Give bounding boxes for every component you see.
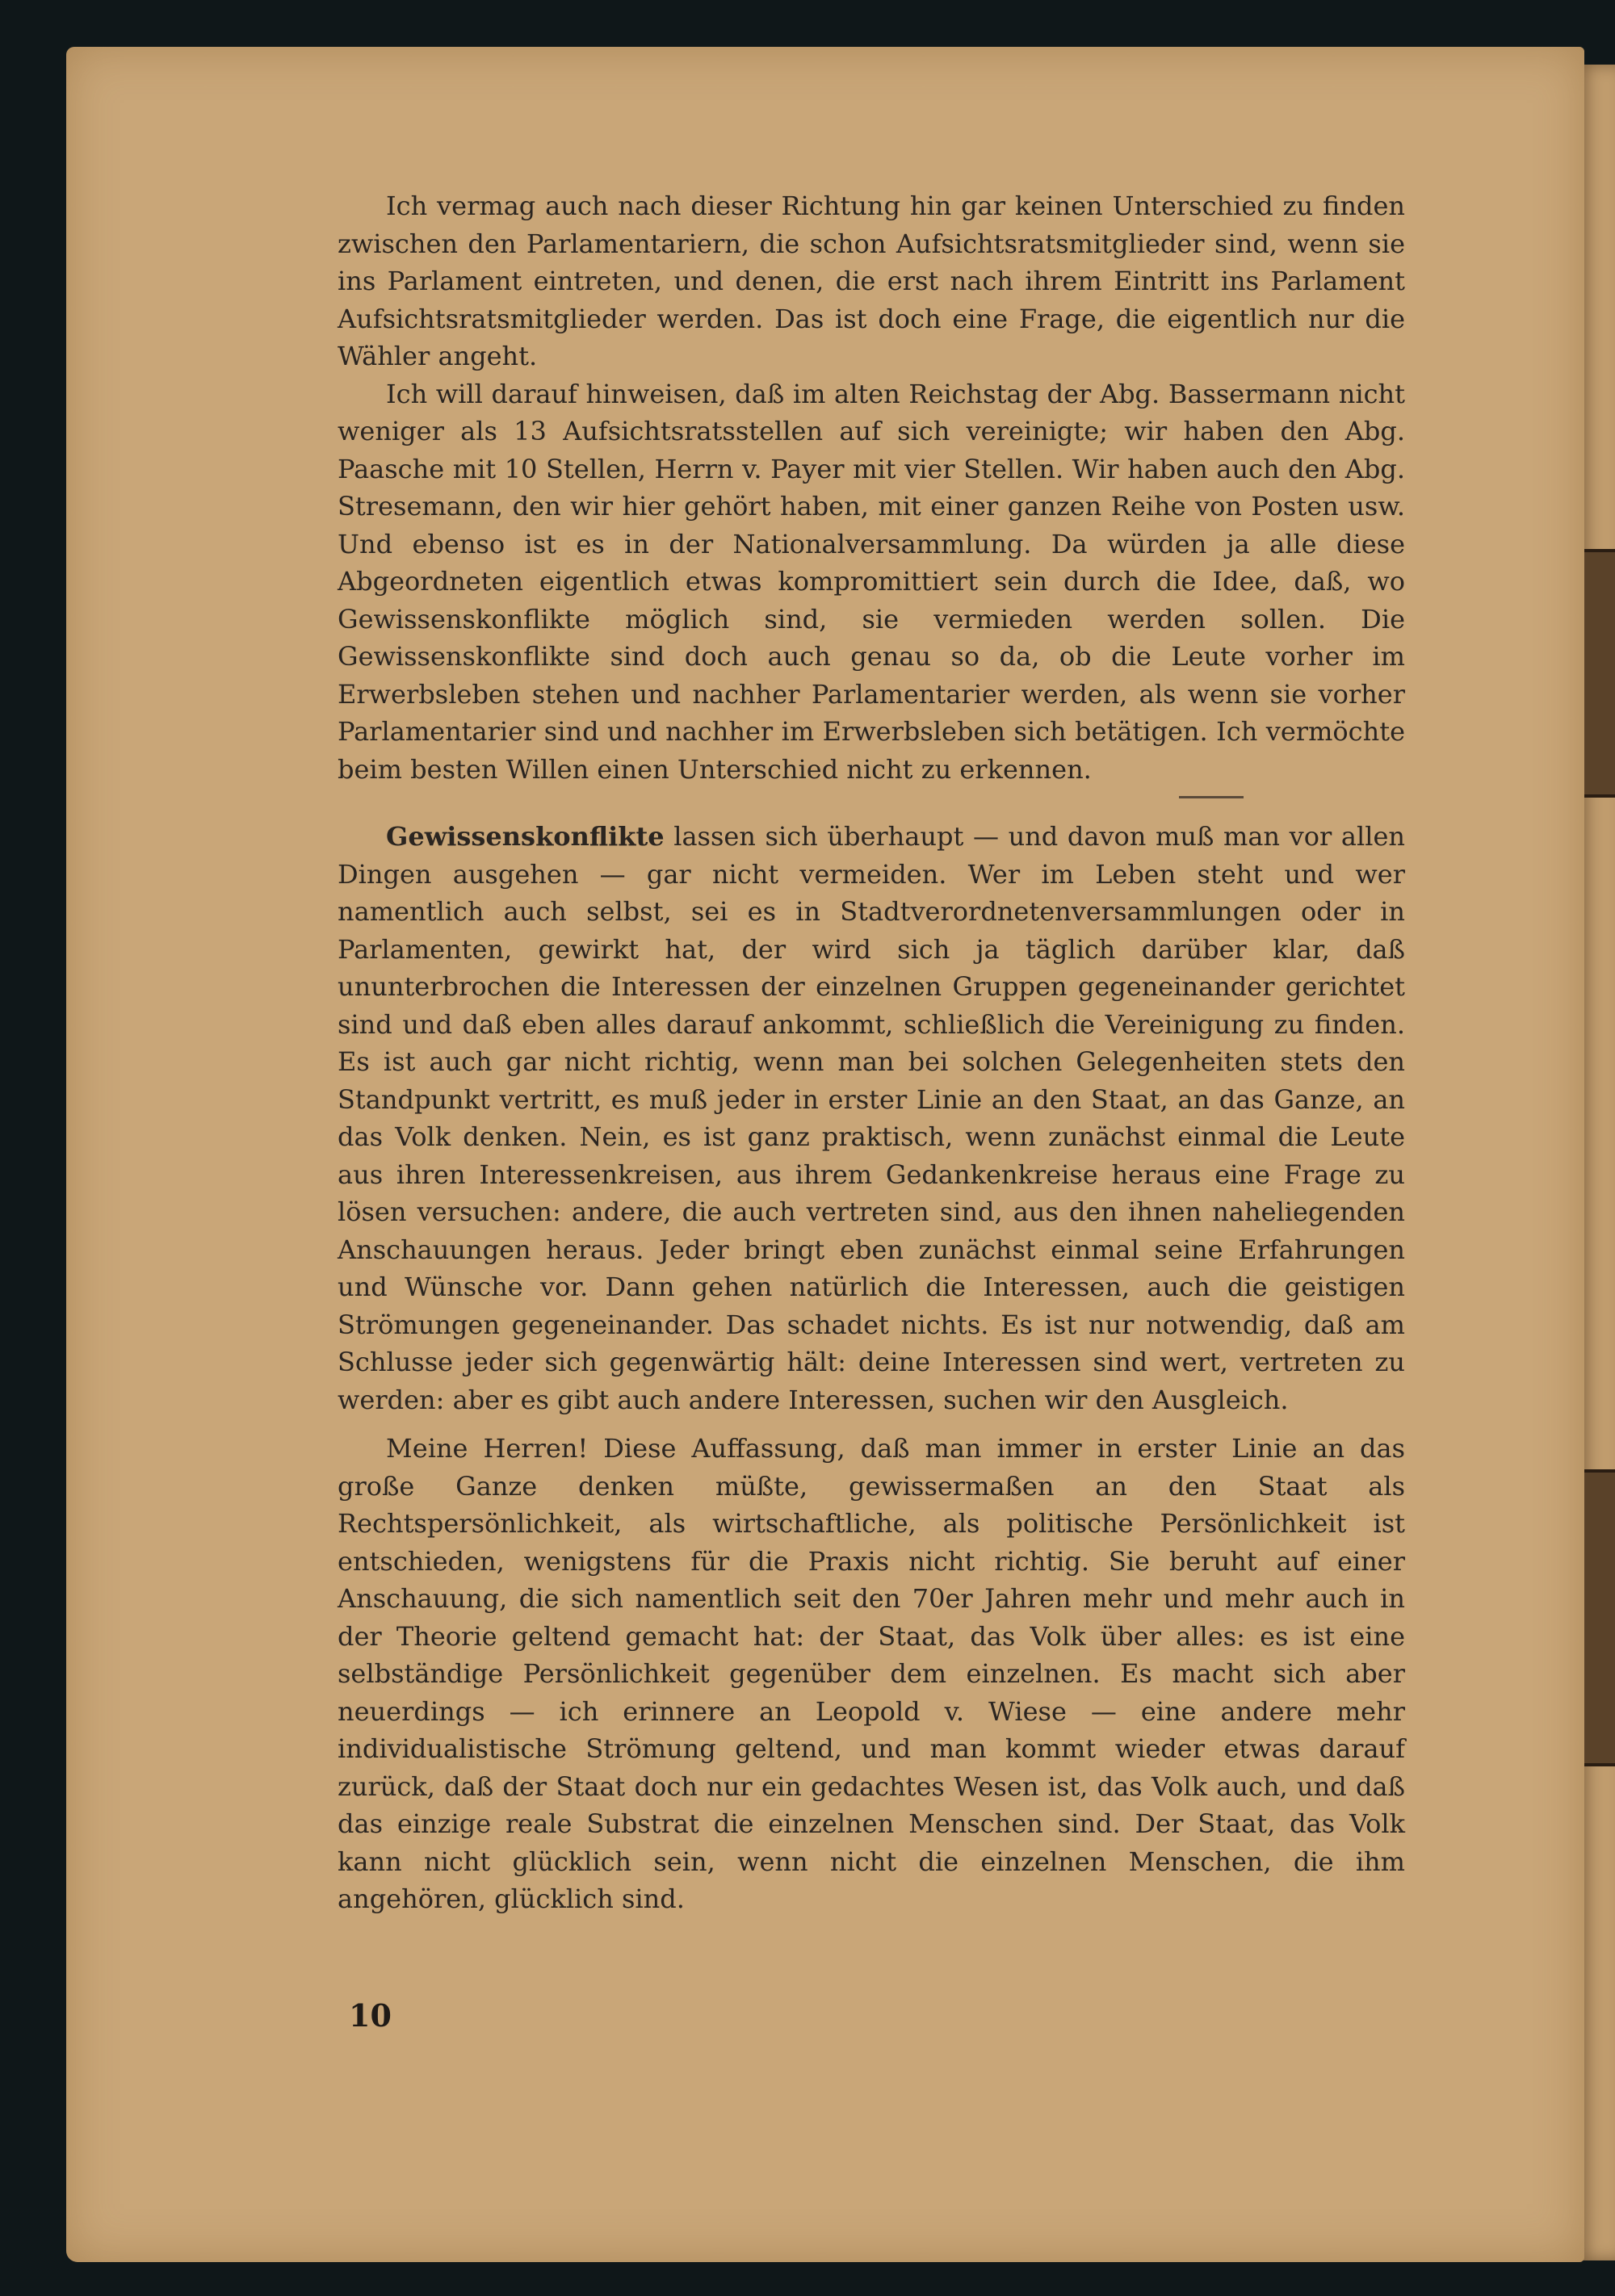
page-text-block [338,187,1405,1918]
paragraph-3 [338,818,1405,1418]
paragraph-2: Ich will darauf hinweisen, daß im alten Reichstag der Abg. Bassermann nicht weniger als 13 Aufsichtsratsstellen auf sich vereinigte; wir haben den Abg. Paasche mit 10 Stellen, Herrn v. Payer mit vier Stellen. Wir haben auch den Abg. Stresemann, den wir hier gehört haben, mit einer ganzen Reihe von Posten usw. Und ebenso ist es in der Nationalversammlung. Da würden ja alle diese Abgeordneten eigentlich etwas kompromittiert sein durch die Idee, daß, wo Gewissenskonflikte möglich sind, sie vermieden werden sollen. Die Gewissenskonflikte sind doch auch genau so da, ob die Leute vorher im Erwerbsleben stehen und nachher Parlamentarier werden, als wenn sie vorher Parlamentarier sind und nachher im Erwerbsleben sich betätigen. Ich vermöchte beim besten Willen einen Unterschied nicht zu erkennen. [338,378,1405,785]
section-separator [1179,796,1244,798]
paragraph-gap [338,1418,1405,1430]
paragraph-3-lead: Gewissenskonflikte [386,821,665,852]
paragraph-4: Meine Herren! Diese Auffassung, daß man immer in erster Linie an das große Ganze denken müßte, gewissermaßen an den Staat als Rechtspersönlichkeit, als wirtschaftliche, als politische Persönlichkeit ist entschieden, wenigstens für die Praxis nicht richtig. Sie beruht auf einer Anschauung, die sich namentlich seit den 70er Jahren mehr und mehr auch in der Theorie geltend gemacht hat: der Staat, das Volk über alles: es ist eine selbständige Persönlichkeit gegenüber dem einzelnen. Es macht sich aber neuerdings — ich erinnere an Leopold v. Wiese — eine andere mehr individualistische Strömung geltend, und man kommt wieder etwas darauf zurück, daß der Staat doch nur ein gedachtes Wesen ist, das Volk auch, und daß das einzige reale Substrat die einzelnen Menschen sind. Der Staat, das Volk kann nicht glücklich sein, wenn nicht die einzelnen Menschen, die ihm angehören, glücklich sind. [338,1433,1405,1914]
paragraph-3-body: lassen sich überhaupt — und davon muß man vor allen Dingen ausgehen — gar nicht vermeiden. Wer im Leben steht und wer namentlich auch selbst, sei es in Stadtverordnetenversammlungen oder in Parlamenten, gewirkt hat, der wird sich ja täglich darüber klar, daß ununterbrochen die Interessen der einzelnen Gruppen gegeneinander gerichtet sind und daß eben alles darauf ankommt, schließlich die Vereinigung zu finden. Es ist auch gar nicht richtig, wenn man bei solchen Gelegenheiten stets den Standpunkt vertritt, es muß jeder in erster Linie an den Staat, an das Ganze, an das Volk denken. Nein, es ist ganz praktisch, wenn zunächst einmal die Leute aus ihren Interessenkreisen, aus ihrem Gedankenkreise heraus eine Frage zu lösen versuchen: andere, die auch vertreten sind, aus den ihnen naheliegenden Anschauungen heraus. Jeder bringt eben zunächst einmal seine Erfahrungen und Wünsche vor. Dann gehen natürlich die Interessen, auch die geistigen Strömungen gegeneinander. Das schadet nichts. Es ist nur notwendig, daß am Schlusse jeder sich gegenwärtig hält: deine Interessen sind wert, vertreten zu werden: aber es gibt auch andere Interessen, suchen wir den Ausgleich. [338,821,1405,1415]
page-number: 10 [349,1997,392,2034]
paragraph-1: Ich vermag auch nach dieser Richtung hin gar keinen Unterschied zu finden zwischen den Parlamentariern, die schon Aufsichtsratsmitglieder sind, wenn sie ins Parlament eintreten, und denen, die erst nach ihrem Eintritt ins Parlament Aufsichtsratsmitglieder werden. Das ist doch eine Frage, die eigentlich nur die Wähler angeht. [338,191,1405,371]
